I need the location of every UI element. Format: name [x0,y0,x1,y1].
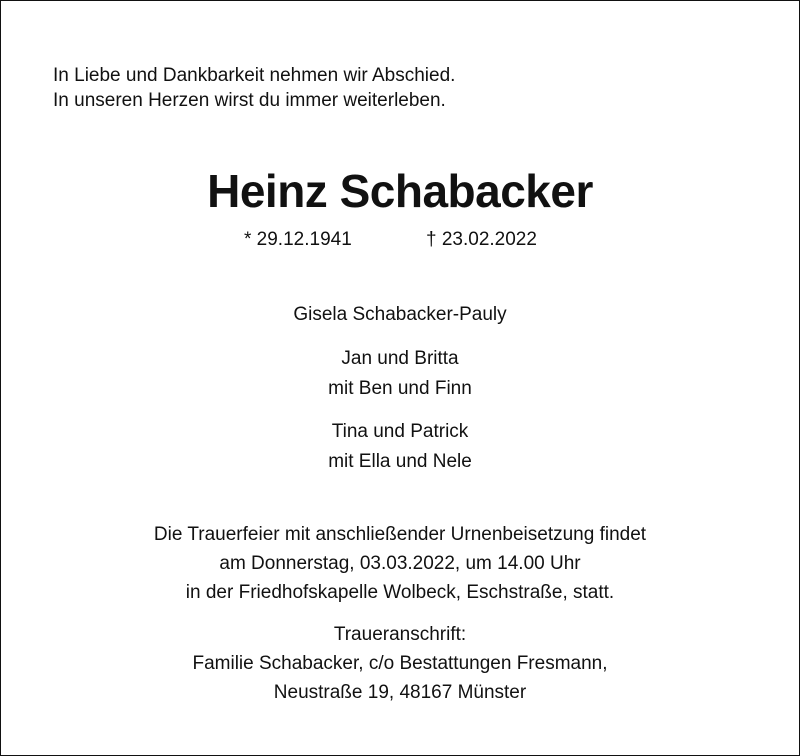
family-group-1 [0,344,800,404]
mourner-line: Jan und Britta [341,348,459,369]
family-group-2 [0,417,800,477]
death-date: † 23.02.2022 [426,229,537,250]
birth-date: * 29.12.1941 [244,229,352,250]
ceremony-line: am Donnerstag, 03.03.2022, um 14.00 Uhr [219,553,581,574]
condolence-address [0,620,800,707]
mourner-line: Gisela Schabacker-Pauly [293,304,507,325]
address-line: Familie Schabacker, c/o Bestattungen Fresmann, [192,653,608,674]
mourner-line: mit Ella und Nele [328,451,472,472]
ceremony-info [0,520,800,607]
intro-line: In unseren Herzen wirst du immer weiterleben. [53,90,446,111]
intro-text [53,63,455,113]
ceremony-line: Die Trauerfeier mit anschließender Urnenbeisetzung findet [153,524,647,545]
intro-line: In Liebe und Dankbarkeit nehmen wir Abschied. [53,65,456,86]
address-line: Neustraße 19, 48167 Münster [273,682,527,703]
spouse-name [0,300,800,330]
deceased-name: Heinz Schabacker [207,165,593,217]
address-line: Traueranschrift: [333,624,467,645]
ceremony-line: in der Friedhofskapelle Wolbeck, Eschstraße, statt. [185,582,615,603]
mourner-line: Tina und Patrick [331,421,469,442]
mourner-line: mit Ben und Finn [328,378,472,399]
